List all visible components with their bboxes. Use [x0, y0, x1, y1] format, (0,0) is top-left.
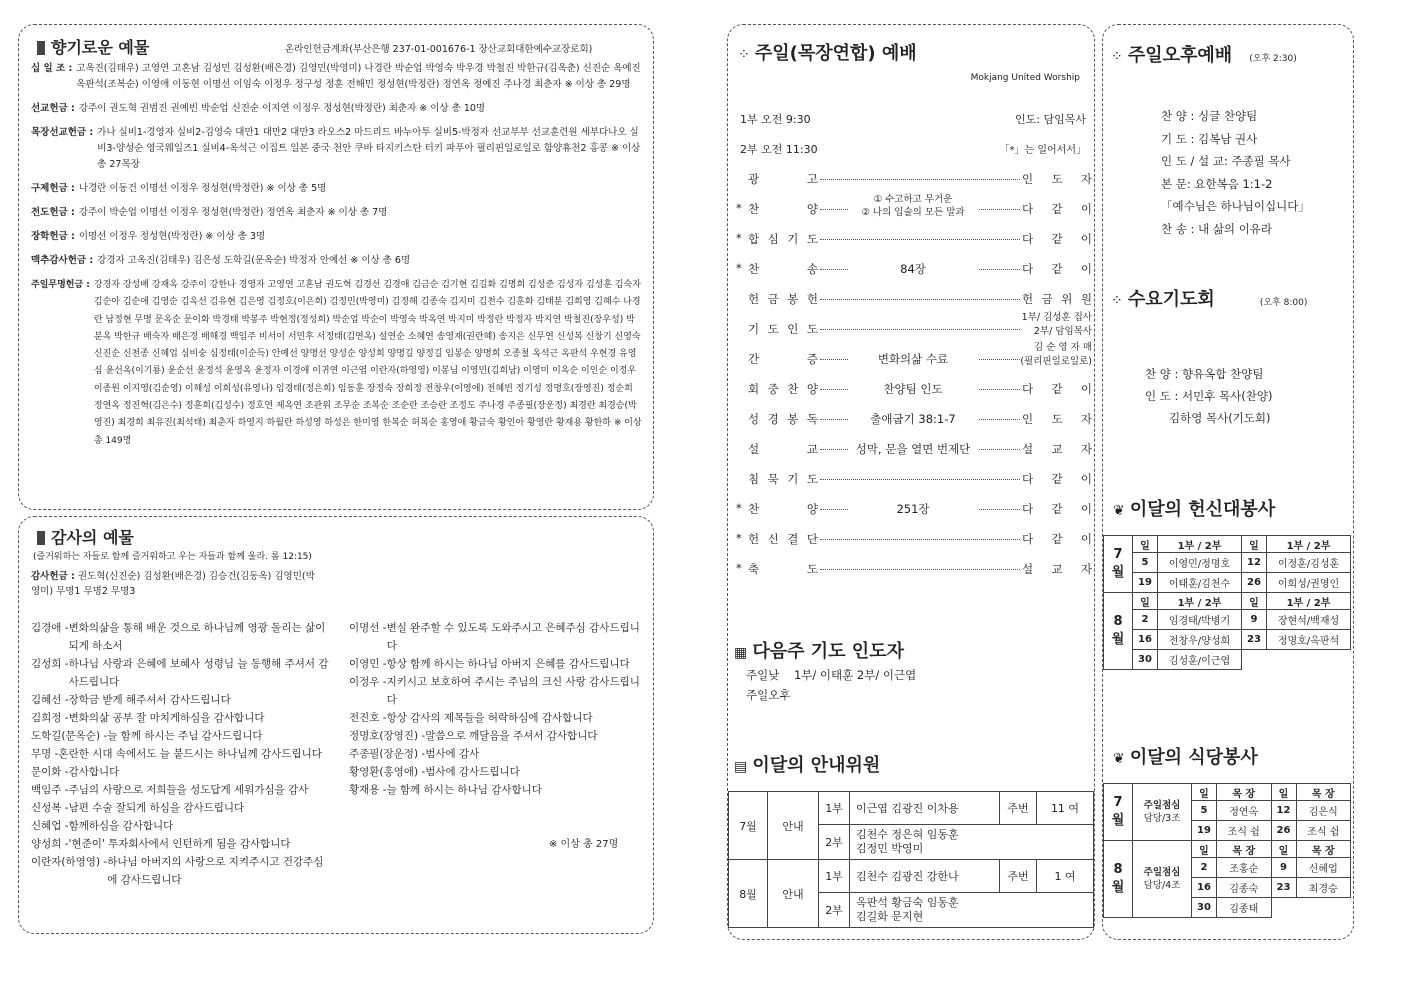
offering-group	[31, 125, 643, 173]
thanks-message: 범사에 감사드립니다	[425, 766, 520, 778]
usher-service: 2부	[819, 893, 850, 928]
offering-group	[31, 61, 643, 93]
usher-role: 안내	[768, 792, 819, 860]
schedule-row	[1104, 650, 1351, 670]
schedule-assignee: 임경태/박병기	[1158, 610, 1242, 630]
schedule-team-group: 담당/3조	[1143, 813, 1181, 824]
usher-role: 안내	[768, 860, 819, 928]
schedule-day: 19	[1192, 821, 1217, 841]
schedule-assignee: 조식 쉼	[1296, 821, 1351, 841]
thanks-title: 감사의 예물	[37, 525, 134, 548]
leader-dots	[820, 329, 1020, 330]
schedule-row	[1104, 630, 1351, 650]
wednesday-details	[1145, 363, 1272, 429]
thanks-item	[31, 835, 331, 853]
schedule-month: 7 월	[1104, 536, 1133, 593]
usher-row	[729, 860, 1094, 893]
offering-group	[31, 205, 643, 221]
offering-names: 고옥진(김태우) 고영연 고혼남 김성민 김성환(배은경) 김영민(박영미) 나경란 박순업 박영숙 박우경 박철진 박한규(김옥춘) 신진순 옥예진 옥판석(조복순) 이영애 이동현 이명선 이임숙 이정우 정구성 정훈 전해민 정성현(박정란) 정연옥 정예진 주나경 최춘자 ※ 이상 총 29명	[76, 63, 641, 90]
afternoon-line: 인 도 / 설 교: 주종필 목사	[1161, 154, 1291, 168]
schedule-header-cell: 1부 / 2부	[1267, 536, 1351, 553]
thanks-message: 하나님 아버지의 사랑으로 지켜주시고 건강주심에 감사드립니다	[107, 856, 324, 886]
thanks-offering: 감사헌금 : 권도혁(신진순) 김성환(배은경) 김승건(김동옥) 김영민(박영미) 무명1 무명2 무명3	[31, 571, 315, 597]
thanks-message: 변화의삶을 통해 배운 것으로 하나님께 영광 돌리는 삶이 되게 하소서	[68, 622, 326, 652]
offering-names: 강경자 강성배 강재옥 강주이 강한나 경영자 고영연 고혼남 권도혁 김경선 김경애 김금순 김기현 김길화 김명희 김성준 김성자 김성훈 김숙자 김순아 김순애 김영순 김옥선 김유현 김은영 김정호(이은희) 김정민(박영미) 김정해 김종숙 김지미 김천수 김훈화 김태분 김희영 김혜수 나경란 남정현 무명 문옥순 문이화 박경태 박봉주 박현정(정성희) 박순업 박순이 박영숙 박옥연 박지미 박정란 박정자 박지연 박철진(장우성) 박분옥 박한규 배숙자 배은경 배해경 백임주 비서이 서민후 서정태(김연옥) 설연순 소혜연 송영재(권란혜) 송지은 신무연 신성복 신창기 신영숙 신진순 신천종 신혜업 심비숭 심정태(이순득) 안예선 양명선 양성순 양성희 양명길 양정길 임봉순 양명희 오종철 옥석근 옥판석 우현경 유영심 윤선옥(이기룡) 윤순선 윤정석 윤영옥 윤정자 이경애 이귀연 이근엽 이란자(하영영) 이봉님 이영민(김희남) 이영미 이옥순 이인순 이정우 이종원 이지영(김순영) 이해성 이희성(유영나) 임경태(정은희) 임동훈 장정숙 장희정 전창우(이영애) 전혜빈 정기성 정명호(장영진) 정순희 정연옥 정진혁(김은수) 정훈희(김성수) 정호연 제옥연 조관위 조무순 조복순 조순란 조승란 조정도 주나경 주종필(장운정) 최경란 최경승(박영진) 최경희 최유진(최석태) 최춘자 하영지 하월란 하성영 하성은 한미영 한복순 허복순 홍영애 황금숙 황인아 황영란 황재용 황한하 ※ 이상 총 149명	[93, 280, 642, 446]
flower-icon: ❦	[1113, 751, 1125, 767]
offerings-list	[31, 61, 643, 450]
schedule-day: 26	[1242, 573, 1267, 593]
schedule-header	[1104, 536, 1351, 553]
thanks-message: 말씀으로 깨달음을 주셔서 감사합니다	[425, 730, 598, 742]
thanks-name: 김혜선 -	[31, 694, 69, 706]
usher-month: 8월	[729, 860, 768, 928]
schedule-team-label: 주일점심	[1143, 867, 1181, 878]
leader-dots	[820, 539, 1020, 540]
schedule-header-cell: 1부 / 2부	[1158, 536, 1242, 553]
schedule-assignee: 이정훈/김성훈	[1267, 553, 1351, 573]
dotted-bullet-icon: ⁘	[1111, 49, 1123, 65]
thanks-item	[31, 727, 331, 745]
order-item: 간 증	[748, 352, 818, 366]
thanks-name: 이영민 -	[349, 658, 387, 670]
first-service-time: 1부 오전 9:30	[740, 113, 811, 126]
schedule-assignee: 김은식	[1296, 801, 1351, 821]
schedule-assignee: 정연옥	[1217, 801, 1272, 821]
thanks-message: 변실 완주할 수 있도록 도와주시고 은혜주심 감사드립니다	[386, 622, 640, 652]
sunday-worship-panel	[727, 24, 1095, 940]
striped-bullet-icon: ▤	[734, 759, 748, 775]
kitchen-table	[1103, 783, 1351, 918]
offering-group	[31, 277, 643, 450]
usher-week-label: 주번	[1000, 860, 1037, 893]
schedule-day: 2	[1133, 610, 1158, 630]
thanks-message: 하나님 사랑과 은혜에 보혜사 성령님 늘 동행해 주셔서 감사드립니다	[68, 658, 329, 688]
schedule-header-cell: 일	[1192, 784, 1217, 801]
thanks-message: 늘 함께 하시는 주님 감사드립니다	[107, 730, 263, 742]
schedule-team-group: 담당/4조	[1143, 880, 1181, 891]
offerings-panel	[18, 24, 654, 510]
schedule-header	[1104, 593, 1351, 610]
schedule-header-cell: 일	[1192, 841, 1217, 858]
offering-names: 강주이 박순업 이명선 이정우 정성현(박정란) 정연옥 최춘자 ※ 이상 총 7명	[78, 207, 388, 218]
schedule-header-cell: 일	[1133, 536, 1158, 553]
worship-order-row	[728, 285, 1096, 313]
usher-week-value: 1 여	[1037, 860, 1094, 893]
schedule-day	[1242, 650, 1267, 670]
schedule-day: 12	[1242, 553, 1267, 573]
order-item: 광 고	[748, 172, 818, 186]
schedule-month: 7 월	[1104, 784, 1133, 841]
usher-week-value: 11 여	[1037, 792, 1094, 825]
thanks-left-column	[31, 619, 331, 889]
thanks-right-column	[349, 619, 645, 799]
schedule-header-cell: 목 장	[1296, 784, 1351, 801]
worship-order-row	[728, 165, 1096, 193]
offering-group	[31, 181, 643, 197]
usher-month: 7월	[729, 792, 768, 860]
offerings-title: 향기로운 예물	[37, 35, 149, 58]
thanks-item	[31, 691, 331, 709]
schedule-assignee: 이태훈/김천수	[1158, 573, 1242, 593]
leader-dots	[820, 299, 1020, 300]
thanks-item	[31, 763, 331, 781]
thanks-message: 감사합니다	[68, 766, 120, 778]
order-person: 다 같 이	[1022, 262, 1092, 276]
thanks-item	[349, 619, 645, 655]
thanks-item	[31, 619, 331, 655]
stand-marker: *	[736, 231, 742, 245]
thanks-item	[349, 673, 645, 709]
schedule-header-cell: 일	[1133, 593, 1158, 610]
afternoon-details	[1161, 105, 1310, 240]
order-item: 축 도	[748, 562, 818, 576]
leader-dots	[820, 479, 1020, 480]
thanks-message: 변화의삶 공부 잘 마치게하심을 감사합니다	[68, 712, 265, 724]
offering-label: 선교헌금 :	[31, 103, 75, 114]
schedule-header	[1104, 784, 1351, 801]
schedule-assignee: 장현석/백재성	[1267, 610, 1351, 630]
schedule-day: 30	[1133, 650, 1158, 670]
thanks-item	[349, 763, 645, 781]
service-leader: 인도: 담임목사	[1015, 113, 1086, 126]
schedule-assignee: 조홍순	[1217, 858, 1272, 878]
stand-marker: *	[736, 531, 742, 545]
order-person: 김 순 영 자 매 (필리핀일로일로)	[1020, 342, 1092, 367]
order-person: 설 교 자	[1022, 442, 1092, 456]
thanks-item	[31, 799, 331, 817]
schedule-assignee: 김성훈/이근엽	[1158, 650, 1242, 670]
thanks-name: 도학길(문옥순) -	[31, 730, 108, 742]
usher-service: 1부	[819, 860, 850, 893]
schedule-day: 9	[1271, 858, 1296, 878]
next-prayer-pm: 주일오후	[746, 688, 791, 702]
afternoon-line: 찬 송 : 내 삶의 이유라	[1161, 221, 1273, 236]
thanks-name: 주종필(장운정) -	[349, 748, 426, 760]
order-person: 인 도 자	[1022, 172, 1092, 186]
thanks-item	[31, 817, 331, 835]
order-item: 찬 양	[748, 502, 818, 516]
schedule-assignee: 전창우/양성희	[1158, 630, 1242, 650]
offering-group	[31, 101, 643, 117]
thanks-name: 무명 -	[31, 748, 59, 760]
stand-marker: *	[736, 261, 742, 275]
schedule-day: 2	[1192, 858, 1217, 878]
order-item: 찬 양	[748, 202, 818, 216]
schedule-team-label: 주일점심	[1143, 800, 1181, 811]
usher-row	[729, 792, 1094, 825]
worship-order-row	[728, 495, 1096, 523]
stand-marker: *	[736, 561, 742, 575]
dotted-bullet-icon: ⁘	[738, 47, 750, 63]
order-detail: 출애굽기 38:1-7	[848, 411, 978, 427]
wednesday-line: 찬 양 : 향유옥합 찬양팀	[1145, 367, 1264, 381]
thanks-name: 이란자(하영영) -	[31, 856, 108, 868]
stand-note: 「*」는 일어서서」	[999, 145, 1086, 156]
schedule-day: 12	[1271, 801, 1296, 821]
order-person: 인 도 자	[1022, 412, 1092, 426]
schedule-day: 5	[1133, 553, 1158, 573]
thanks-name: 황영환(홍영애) -	[349, 766, 426, 778]
thanks-message: 혼란한 시대 속에서도 늘 붙드시는 하나님께 감사드립니다	[58, 748, 322, 760]
usher-names: 김천수 정은혀 임동훈 김정민 박영미	[850, 825, 1094, 860]
schedule-assignee: 조식 쉼	[1217, 821, 1272, 841]
afternoon-line: 「예수님은 하나님이십니다」	[1161, 199, 1310, 213]
thanks-message: 항상 감사의 제목들을 허락하심에 감사합니다	[386, 712, 593, 724]
order-item: 설 교	[748, 442, 818, 456]
thanks-total: ※ 이상 총 27명	[549, 839, 619, 850]
thanks-item	[349, 727, 645, 745]
worship-order-row	[728, 525, 1096, 553]
thanks-message: 장학금 받게 해주셔서 감사드립니다	[68, 694, 231, 706]
schedule-day: 5	[1192, 801, 1217, 821]
sunday-title: ⁘ 주일(목장연합) 예배	[738, 43, 917, 64]
thanks-name: 문이화 -	[31, 766, 69, 778]
thanks-panel	[18, 516, 654, 934]
order-detail: 찬양팀 인도	[848, 381, 978, 397]
thanks-name: 전진호 -	[349, 712, 387, 724]
offering-label: 주일무명헌금 :	[31, 280, 90, 290]
schedule-assignee	[1296, 898, 1351, 918]
thanks-message: 주님의 사랑으로 저희들을 성도답게 세워가심을 감사	[68, 784, 309, 796]
offering-label: 맥추감사헌금 :	[31, 255, 94, 266]
schedule-row	[1104, 553, 1351, 573]
worship-order-row	[728, 405, 1096, 433]
schedule-header-cell: 목 장	[1217, 784, 1272, 801]
leader-dots	[820, 569, 1020, 570]
thanks-message: 범사에 감사	[425, 748, 480, 760]
order-person: 헌 금 위 원	[1022, 292, 1092, 306]
schedule-header-cell: 일	[1271, 841, 1296, 858]
schedule-assignee: 이영민/정명호	[1158, 553, 1242, 573]
thanks-item	[31, 655, 331, 691]
schedule-assignee: 김종숙	[1217, 878, 1272, 898]
schedule-assignee: 이희성/권영인	[1267, 573, 1351, 593]
usher-names: 이근엽 김광진 이차용	[850, 792, 1000, 825]
square-bullet-icon	[37, 41, 45, 55]
offering-label: 장학헌금 :	[31, 231, 75, 242]
online-account: 온라인헌금계좌(부산은행 237-01-001676-1 장산교회대한예수교장로회)	[285, 44, 593, 55]
thanks-item	[349, 709, 645, 727]
worship-order-row	[728, 465, 1096, 493]
dotted-bullet-icon: ⁘	[1111, 293, 1123, 309]
usher-service: 1부	[819, 792, 850, 825]
thanks-message: 늘 함께 하시는 하나님 감사합니다	[386, 784, 542, 796]
schedule-day: 30	[1192, 898, 1217, 918]
usher-names: 옥판석 황금숙 임동훈 김길화 문지현	[850, 893, 1094, 928]
ushers-title: ▤ 이달의 안내위원	[734, 755, 881, 776]
thanks-message: '현준이' 투자회사에서 인턴하게 됨을 감사합니다	[68, 838, 291, 850]
order-person: 다 같 이	[1022, 232, 1092, 246]
order-item: 찬 송	[748, 262, 818, 276]
thanks-message: 남편 수술 잘되게 하심을 감사드립니다	[68, 802, 245, 814]
offering-label: 십 일 조 :	[31, 63, 73, 74]
worship-order-row	[728, 342, 1096, 373]
schedule-header-cell: 일	[1271, 784, 1296, 801]
thanks-item	[31, 781, 331, 799]
usher-service: 2부	[819, 825, 850, 860]
kitchen-title: ❦ 이달의 식당봉사	[1113, 747, 1258, 768]
thanks-name: 김경애 -	[31, 622, 69, 634]
thanks-name: 정명호(장영진) -	[349, 730, 426, 742]
order-detail: 84장	[848, 261, 978, 277]
schedule-header-cell: 1부 / 2부	[1267, 593, 1351, 610]
offering-names: 강주이 권도혁 권범진 권예빈 박순업 신진순 이지연 이정우 정성현(박정란) 최춘자 ※ 이상 총 10명	[78, 103, 486, 114]
ushers-table	[728, 791, 1094, 928]
worship-order-row	[728, 312, 1096, 343]
schedule-day: 16	[1133, 630, 1158, 650]
schedule-team	[1133, 841, 1192, 918]
worship-order-row	[728, 225, 1096, 253]
devotion-title: ❦ 이달의 헌신대봉사	[1113, 499, 1276, 520]
order-item: 기 도 인 도	[748, 322, 818, 336]
afternoon-line: 본 문: 요한복음 1:1-2	[1161, 176, 1273, 191]
order-person: 1부/ 김성훈 집사 2부/ 담임목사	[1021, 312, 1092, 337]
order-item: 성 경 봉 독	[748, 412, 818, 426]
order-item: 침 묵 기 도	[748, 472, 818, 486]
schedule-header	[1104, 841, 1351, 858]
wednesday-line: 인 도 : 서민후 목사(찬양)	[1145, 389, 1273, 403]
thanks-verse: (즐거워하는 자들로 함께 즐거워하고 우는 자들과 함께 울라. 롬 12:15)	[33, 552, 312, 562]
schedule-day: 19	[1133, 573, 1158, 593]
stand-marker: *	[736, 501, 742, 515]
offering-names: 강경자 고옥진(김태우) 김은성 도학길(문옥순) 박정자 안예선 ※ 이상 총 6명	[97, 255, 411, 266]
order-detail: 변화의삶 수료	[848, 351, 978, 367]
schedule-header-cell: 목 장	[1217, 841, 1272, 858]
schedule-day: 16	[1192, 878, 1217, 898]
thanks-name: 이명선 -	[349, 622, 387, 634]
wednesday-line: 김하영 목사(기도회)	[1169, 411, 1271, 425]
order-item: 회 중 찬 양	[748, 382, 818, 396]
offering-label: 목장선교헌금 :	[31, 127, 94, 138]
order-item: 헌 금 봉 헌	[748, 292, 818, 306]
leader-dots	[820, 239, 1020, 240]
order-detail: 251장	[848, 501, 978, 517]
thanks-name: 김성희 -	[31, 658, 69, 670]
order-person: 다 같 이	[1022, 472, 1092, 486]
afternoon-title: ⁘ 주일오후예배 (오후 2:30)	[1111, 45, 1297, 66]
order-item: 헌 신 결 단	[748, 532, 818, 546]
order-detail: ① 수고하고 무거운 ② 나의 입술의 모든 말과	[848, 193, 978, 219]
usher-week-label: 주번	[1000, 792, 1037, 825]
thanks-item	[31, 745, 331, 763]
thanks-name: 양성희 -	[31, 838, 69, 850]
order-person: 다 같 이	[1022, 502, 1092, 516]
next-prayer-title: ▦ 다음주 기도 인도자	[734, 641, 904, 662]
devotion-table	[1103, 535, 1351, 670]
order-person: 다 같 이	[1022, 202, 1092, 216]
wednesday-title: ⁘ 수요기도회 (오후 8:00)	[1111, 289, 1308, 310]
thanks-name: 황재용 -	[349, 784, 387, 796]
stand-marker: *	[736, 201, 742, 215]
schedule-header-cell: 목 장	[1296, 841, 1351, 858]
worship-order-row	[728, 255, 1096, 283]
afternoon-line: 기 도 : 김복남 권사	[1161, 131, 1258, 146]
offering-names: 가나 실비1-경영자 실비2-김영숙 대만1 대만2 대만3 라오스2 마드리드 바누아투 실비5-박정자 선교부부 선교훈련원 세부다나오 실비3-양성순 영국웨일즈1 실비4-옥석근 이집트 일본 중국 천안 쿠바 타지키스탄 터키 파푸아 필리핀일로일로 함양휴천2 홍콩 ※ 이상 총 27목장	[97, 127, 641, 170]
offering-label: 전도헌금 :	[31, 207, 75, 218]
thanks-item	[349, 781, 645, 799]
thanks-message: 지키시고 보호하여 주시는 주님의 크신 사랑 감사드립니다	[386, 676, 640, 706]
usher-names: 김천수 김광진 강한나	[850, 860, 1000, 893]
afternoon-line: 찬 양 : 싱글 찬양팀	[1161, 109, 1258, 123]
schedule-day: 23	[1242, 630, 1267, 650]
next-prayer-am: 주일낮 1부/ 이태훈 2부/ 이근엽	[746, 668, 917, 682]
schedule-assignee: 신혜업	[1296, 858, 1351, 878]
thanks-message: 항상 함께 하시는 하나님 아버지 은혜를 감사드립니다	[386, 658, 630, 670]
square-bullet-icon	[37, 531, 45, 545]
leader-dots	[820, 179, 1020, 180]
offering-names: 이명선 이정우 정성현(박정란) ※ 이상 총 3명	[78, 231, 266, 242]
schedule-header-cell: 1부 / 2부	[1158, 593, 1242, 610]
schedule-row	[1104, 573, 1351, 593]
second-service-time: 2부 오전 11:30	[740, 143, 818, 156]
schedule-day	[1271, 898, 1296, 918]
right-panel	[1102, 24, 1354, 940]
offering-names: 나경란 이동건 이명선 이정우 정성현(박정란) ※ 이상 총 5명	[78, 183, 327, 194]
thanks-message: 함께하심을 감사합니다	[68, 820, 174, 832]
schedule-assignee: 최경승	[1296, 878, 1351, 898]
worship-order-row	[728, 435, 1096, 463]
order-person: 설 교 자	[1022, 562, 1092, 576]
offering-group	[31, 229, 643, 245]
schedule-header-cell: 일	[1242, 593, 1267, 610]
schedule-assignee	[1267, 650, 1351, 670]
thanks-name: 신성복 -	[31, 802, 69, 814]
thanks-item	[31, 709, 331, 727]
order-person: 다 같 이	[1022, 382, 1092, 396]
flower-icon: ❦	[1113, 503, 1125, 519]
thanks-item	[349, 745, 645, 763]
offering-group	[31, 253, 643, 269]
thanks-name: 이정우 -	[349, 676, 387, 688]
schedule-month: 8 월	[1104, 841, 1133, 918]
schedule-assignee: 정명호/옥판석	[1267, 630, 1351, 650]
schedule-row	[1104, 610, 1351, 630]
thanks-name: 백임주 -	[31, 784, 69, 796]
thanks-item	[349, 655, 645, 673]
schedule-assignee: 김종태	[1217, 898, 1272, 918]
worship-order-row	[728, 555, 1096, 583]
sunday-subtitle: Mokjang United Worship	[970, 73, 1080, 83]
schedule-day: 9	[1242, 610, 1267, 630]
schedule-team	[1133, 784, 1192, 841]
schedule-day: 26	[1271, 821, 1296, 841]
thanks-item	[31, 853, 331, 889]
offering-label: 구제헌금 :	[31, 183, 75, 194]
schedule-month: 8 월	[1104, 593, 1133, 670]
order-person: 다 같 이	[1022, 532, 1092, 546]
checker-bullet-icon: ▦	[734, 645, 748, 661]
thanks-name: 김희정 -	[31, 712, 69, 724]
order-detail: 성막, 문을 열면 번제단	[848, 441, 978, 457]
schedule-day: 23	[1271, 878, 1296, 898]
thanks-name: 신혜업 -	[31, 820, 69, 832]
worship-order-row	[728, 375, 1096, 403]
worship-order-row	[728, 195, 1096, 223]
order-item: 합 심 기 도	[748, 232, 818, 246]
schedule-header-cell: 일	[1242, 536, 1267, 553]
